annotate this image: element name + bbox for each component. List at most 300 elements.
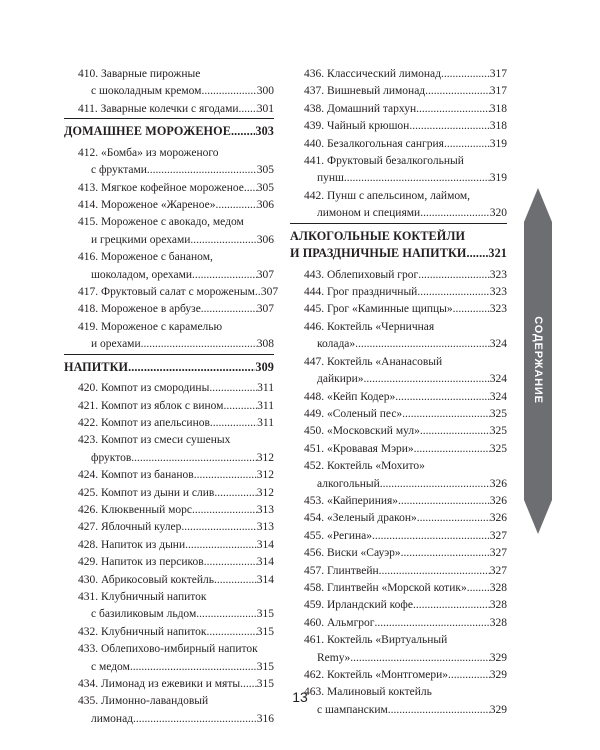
page-ref: 313 <box>256 503 274 516</box>
entry-line <box>78 606 274 623</box>
leader-dots <box>414 441 490 458</box>
entry-title: 427. Яблочный кулер <box>78 521 182 534</box>
entry-title: 431. Клубничный напиток <box>78 590 207 603</box>
toc-entry <box>290 580 507 597</box>
page-ref: 325 <box>489 442 507 455</box>
page-ref: 319 <box>489 137 507 150</box>
entry-line <box>304 389 507 406</box>
toc-entry <box>290 510 507 527</box>
page-ref: 324 <box>489 338 507 351</box>
entry-line <box>78 380 274 397</box>
entry-line <box>304 667 507 684</box>
leader-dots <box>413 597 490 614</box>
entry-title: 411. Заварные колечки с ягодами <box>78 102 239 115</box>
heading-line <box>64 123 274 141</box>
entry-title: 420. Компот из смородины <box>78 382 210 395</box>
entry-line <box>304 597 507 614</box>
leader-dots <box>418 267 490 284</box>
page-ref: 309 <box>255 359 274 374</box>
page-ref: 317 <box>489 68 507 80</box>
page-ref: 301 <box>256 102 274 115</box>
page-ref: 314 <box>256 538 274 551</box>
page-ref: 311 <box>257 399 274 412</box>
entry-line <box>78 624 274 641</box>
page-ref: 323 <box>489 286 507 299</box>
page-ref: 312 <box>256 469 274 482</box>
toc-entry <box>64 519 274 536</box>
entry-line <box>78 589 274 606</box>
entry-line <box>304 545 507 562</box>
leader-dots <box>380 476 490 493</box>
entry-line <box>304 650 507 667</box>
page-ref: 326 <box>489 494 507 507</box>
entry-line <box>78 485 274 502</box>
toc-section-heading <box>64 359 274 377</box>
leader-dots <box>192 267 257 284</box>
entry-line <box>78 197 274 214</box>
toc-entry <box>64 398 274 415</box>
entry-title: 434. Лимонад из ежевики и мяты <box>78 678 241 690</box>
leader-dots <box>364 371 490 388</box>
page-ref: 325 <box>489 425 507 438</box>
entry-title: с шампанским <box>317 703 388 716</box>
page-ref: 308 <box>256 338 274 351</box>
toc-entry <box>64 624 274 641</box>
page-ref: 307 <box>256 303 274 316</box>
section-rule <box>64 118 274 119</box>
entry-title: 457. Глинтвейн <box>304 564 379 577</box>
toc-entry <box>64 380 274 397</box>
heading-text: АЛКОГОЛЬНЫЕ КОКТЕЙЛИ <box>290 228 466 243</box>
section-rule <box>64 354 274 355</box>
page-ref: 326 <box>489 477 507 490</box>
leader-dots <box>239 101 257 118</box>
leader-dots <box>355 336 490 353</box>
toc-entry <box>64 432 274 467</box>
leader-dots <box>210 415 257 432</box>
entry-title: 442. Пунш с апельсином, лаймом, <box>304 189 471 202</box>
entry-line <box>304 118 507 135</box>
entry-title: 426. Клюквенный морс <box>78 503 193 516</box>
page-ref: 321 <box>488 246 507 261</box>
entry-title: 452. Коктейль «Мохито» <box>304 460 425 473</box>
toc-left-column <box>64 66 279 728</box>
page-ref: 328 <box>489 581 507 594</box>
entry-title: с шоколадным кремом <box>91 85 202 98</box>
leader-dots <box>185 537 257 554</box>
leader-dots <box>141 336 257 353</box>
entry-line <box>304 354 507 371</box>
heading-text: ДОМАШНЕЕ МОРОЖЕНОЕ <box>64 124 231 139</box>
entry-title: 415. Мороженое с авокадо, медом <box>78 216 244 229</box>
entry-title: 436. Классический лимонад <box>304 68 441 80</box>
leader-dots <box>453 301 490 318</box>
entry-title: 437. Вишневый лимонад <box>304 85 426 98</box>
entry-title: 439. Чайный крюшон <box>304 120 410 133</box>
toc-entry <box>64 415 274 432</box>
toc-entry <box>64 101 274 118</box>
entry-title: с базиликовым льдом <box>91 608 197 621</box>
toc-entry <box>290 83 507 100</box>
leader-dots <box>395 389 490 406</box>
toc-entry <box>290 354 507 389</box>
toc-entry <box>64 537 274 554</box>
entry-line <box>304 476 507 493</box>
leader-dots <box>130 659 257 676</box>
entry-title: 440. Безалкогольная сангрия <box>304 137 444 150</box>
entry-title: шоколадом, орехами <box>91 268 193 281</box>
entry-title: 435. Лимонно-лавандовый <box>78 695 209 708</box>
heading-line <box>64 359 274 377</box>
toc-entry <box>64 214 274 249</box>
toc-entry <box>290 389 507 406</box>
entry-line <box>304 301 507 318</box>
entry-title: 422. Компот из апельсинов <box>78 416 210 429</box>
entry-title: 451. «Кровавая Мэри» <box>304 442 414 455</box>
leader-dots <box>190 232 256 249</box>
page-ref: 328 <box>489 616 507 629</box>
page-ref: 318 <box>489 102 507 115</box>
entry-line <box>78 267 274 284</box>
toc-entry <box>64 554 274 571</box>
entry-line <box>304 632 507 649</box>
entry-line <box>304 493 507 510</box>
entry-line <box>304 205 507 222</box>
toc-entry <box>290 319 507 354</box>
leader-dots <box>128 359 255 377</box>
entry-line <box>304 371 507 388</box>
toc-entry <box>64 485 274 502</box>
entry-title: 421. Компот из яблок с вином <box>78 399 224 412</box>
page-ref: 324 <box>489 373 507 386</box>
page-ref: 329 <box>489 651 507 664</box>
toc-entry <box>290 563 507 580</box>
entry-title: 461. Коктейль «Виртуальный <box>304 634 448 647</box>
page-ref: 305 <box>256 181 274 194</box>
toc-section-heading <box>64 123 274 141</box>
entry-line <box>78 711 274 728</box>
toc-entry <box>64 284 279 301</box>
page-ref: 314 <box>256 573 274 586</box>
toc-entry <box>290 423 507 440</box>
entry-line <box>78 641 274 658</box>
entry-line <box>78 450 274 467</box>
entry-line <box>304 336 507 353</box>
toc-entry <box>64 301 274 318</box>
entry-title: и орехами <box>91 338 141 351</box>
leader-dots <box>204 554 257 571</box>
entry-line <box>304 528 507 545</box>
entry-title: 454. «Зеленый дракон» <box>304 512 417 525</box>
page-ref: 300 <box>256 85 274 98</box>
entry-title: фруктов <box>91 451 132 464</box>
page-ref: 327 <box>489 547 507 560</box>
toc-entry <box>290 153 507 188</box>
toc-entry <box>64 641 274 676</box>
toc-entry <box>290 528 507 545</box>
leader-dots <box>194 467 257 484</box>
entry-title: дайкири» <box>317 373 364 386</box>
toc-entry <box>290 493 507 510</box>
entry-line <box>78 284 279 301</box>
entry-line <box>304 423 507 440</box>
entry-line <box>78 554 274 571</box>
page-ref: 327 <box>489 564 507 577</box>
toc-entry <box>290 406 507 423</box>
entry-title: 459. Ирландский кофе <box>304 599 413 612</box>
toc-entry <box>64 249 274 284</box>
leader-dots <box>444 136 490 153</box>
entry-title: 413. Мягкое кофейное мороженое <box>78 181 244 194</box>
entry-title: 429. Напиток из персиков <box>78 556 204 569</box>
entry-title: 458. Глинтвейн «Морской котик» <box>304 581 467 594</box>
heading-text: НАПИТКИ <box>64 359 129 374</box>
leader-dots <box>467 580 490 597</box>
leader-dots <box>133 711 257 728</box>
entry-line <box>304 615 507 632</box>
page-ref: 312 <box>256 451 274 464</box>
entry-line <box>78 162 274 179</box>
contents-side-tab-label: СОДЕРЖАНИЕ <box>532 316 544 404</box>
entry-title: 424. Компот из бананов <box>78 469 194 482</box>
toc-entry <box>64 467 274 484</box>
entry-title: 446. Коктейль «Черничная <box>304 320 435 333</box>
entry-line <box>78 336 274 353</box>
page-ref: 316 <box>256 712 274 725</box>
entry-title: 449. «Соленый пес» <box>304 407 403 420</box>
page-ref: 307 <box>260 285 279 298</box>
leader-dots <box>379 563 490 580</box>
entry-title: лимоном и специями <box>317 207 421 220</box>
page-ref: 306 <box>256 233 274 246</box>
entry-line <box>78 537 274 554</box>
entry-title: 445. Грог «Каминные щипцы» <box>304 303 453 316</box>
leader-dots <box>207 624 257 641</box>
toc-entry <box>290 545 507 562</box>
leader-dots <box>209 380 257 397</box>
heading-line <box>290 228 507 246</box>
page-ref: 311 <box>257 416 274 429</box>
entry-title: 462. Коктейль «Монтгомери» <box>304 669 449 681</box>
entry-title: 418. Мороженое в арбузе <box>78 303 201 316</box>
toc-entry <box>290 66 507 83</box>
entry-title: 430. Абрикосовый коктейль <box>78 573 215 586</box>
page-ref: 305 <box>256 164 274 177</box>
page-ref: 311 <box>257 382 274 395</box>
entry-line <box>78 319 274 336</box>
leader-dots <box>350 650 490 667</box>
entry-title: 450. «Московский мул» <box>304 425 420 438</box>
leader-dots <box>402 406 490 423</box>
entry-title: лимонад <box>91 712 134 725</box>
leader-dots <box>215 197 256 214</box>
entry-line <box>78 101 274 118</box>
page-ref: 318 <box>489 120 507 133</box>
page-ref: 323 <box>489 268 507 281</box>
entry-title: алкогольный <box>317 477 380 490</box>
page-ref: 314 <box>256 556 274 569</box>
entry-title: 463. Малиновый коктейль <box>304 686 432 699</box>
leader-dots <box>201 83 256 100</box>
toc-entry <box>64 572 274 589</box>
entry-title: Remy» <box>317 651 351 664</box>
entry-title: с медом <box>91 660 130 673</box>
leader-dots <box>214 572 257 589</box>
entry-line <box>304 319 507 336</box>
entry-line <box>78 432 274 449</box>
leader-dots <box>420 205 490 222</box>
leader-dots <box>223 398 257 415</box>
heading-text: И ПРАЗДНИЧНЫЕ НАПИТКИ <box>290 246 467 261</box>
entry-line <box>304 66 507 83</box>
entry-title: пунш <box>317 172 344 185</box>
toc-entry <box>290 667 507 684</box>
entry-title: и грецкими орехами <box>91 233 191 246</box>
page-ref: 315 <box>256 678 274 690</box>
toc-section-heading <box>290 228 507 263</box>
page-ref: 323 <box>489 303 507 316</box>
entry-line <box>304 188 507 205</box>
page-ref: 317 <box>489 85 507 98</box>
entry-title: 447. Коктейль «Ананасовый <box>304 355 443 368</box>
leader-dots <box>401 545 490 562</box>
entry-line <box>304 136 507 153</box>
page-ref: 329 <box>489 703 507 716</box>
toc-entry <box>290 188 507 223</box>
entry-line <box>304 406 507 423</box>
toc-entry <box>64 502 274 519</box>
toc-entry <box>290 597 507 614</box>
heading-line <box>290 245 507 263</box>
entry-line <box>304 267 507 284</box>
entry-title: 441. Фруктовый безалкогольный <box>304 155 464 168</box>
leader-dots <box>231 123 255 141</box>
entry-line <box>78 83 274 100</box>
entry-title: 432. Клубничный напиток <box>78 625 207 638</box>
leader-dots <box>416 101 490 118</box>
page-ref: 315 <box>256 608 274 621</box>
leader-dots <box>201 301 257 318</box>
page-ref: 315 <box>256 660 274 673</box>
entry-line <box>304 510 507 527</box>
entry-line <box>78 249 274 266</box>
entry-line <box>78 214 274 231</box>
section-rule <box>290 223 507 224</box>
page-ref: 312 <box>256 486 274 499</box>
page-ref: 326 <box>489 512 507 525</box>
toc-entry <box>290 284 507 301</box>
leader-dots <box>131 450 256 467</box>
leader-dots <box>409 118 489 135</box>
page-ref: 307 <box>256 268 274 281</box>
toc-entry <box>64 197 274 214</box>
entry-title: 414. Мороженое «Жареное» <box>78 198 216 211</box>
leader-dots <box>417 510 490 527</box>
entry-line <box>304 170 507 187</box>
entry-line <box>78 145 274 162</box>
page-ref: 327 <box>489 529 507 542</box>
toc-right-column <box>290 66 507 719</box>
entry-title: 456. Виски «Сауэр» <box>304 547 401 560</box>
toc-entry <box>64 589 274 624</box>
page-ref: 306 <box>256 198 274 211</box>
entry-line <box>78 659 274 676</box>
entry-title: 460. Альмгрог <box>304 616 375 629</box>
entry-line <box>78 398 274 415</box>
leader-dots <box>466 245 488 263</box>
entry-line <box>78 502 274 519</box>
entry-title: 455. «Регина» <box>304 529 372 542</box>
leader-dots <box>181 519 256 536</box>
leader-dots <box>372 528 490 545</box>
page-ref: 325 <box>489 407 507 420</box>
entry-line <box>304 580 507 597</box>
entry-line <box>304 441 507 458</box>
page-ref: 319 <box>489 172 507 185</box>
entry-line <box>304 563 507 580</box>
entry-line <box>78 467 274 484</box>
entry-title: с фруктами <box>91 164 147 177</box>
entry-line <box>78 232 274 249</box>
leader-dots <box>425 83 490 100</box>
page-ref: 320 <box>489 207 507 220</box>
entry-line <box>78 519 274 536</box>
entry-title: колада» <box>317 338 356 351</box>
leader-dots <box>420 423 490 440</box>
entry-line <box>304 458 507 475</box>
leader-dots <box>147 162 257 179</box>
entry-title: 448. «Кейп Кодер» <box>304 390 396 403</box>
entry-title: 443. Облепиховый грог <box>304 268 419 281</box>
leader-dots <box>417 284 489 301</box>
toc-entry <box>290 301 507 318</box>
entry-title: 417. Фруктовый салат с мороженым <box>78 285 255 298</box>
leader-dots <box>344 170 490 187</box>
page-ref: 329 <box>489 669 507 681</box>
leader-dots <box>448 667 490 684</box>
toc-entry <box>64 145 274 180</box>
entry-line <box>78 180 274 197</box>
entry-line <box>78 301 274 318</box>
leader-dots <box>196 606 257 623</box>
toc-entry <box>290 118 507 135</box>
leader-dots <box>214 485 256 502</box>
page-number: 13 <box>292 689 308 705</box>
entry-title: 433. Облепихово-имбирный напиток <box>78 643 258 656</box>
entry-title: 438. Домашний тархун <box>304 102 417 115</box>
leader-dots <box>441 66 490 83</box>
toc-entry <box>290 267 507 284</box>
leader-dots <box>375 615 490 632</box>
page-ref: 328 <box>489 599 507 612</box>
leader-dots <box>398 493 490 510</box>
toc-entry <box>64 180 274 197</box>
page-ref: 303 <box>255 124 274 139</box>
entry-title: 425. Компот из дыни и слив <box>78 486 215 499</box>
toc-entry <box>64 319 274 354</box>
entry-line <box>78 415 274 432</box>
toc-entry <box>290 136 507 153</box>
leader-dots <box>244 180 257 197</box>
toc-entry <box>290 458 507 493</box>
entry-title: 416. Мороженое с бананом, <box>78 251 213 264</box>
entry-title: 423. Компот из смеси сушеных <box>78 434 231 447</box>
page-ref: 324 <box>489 390 507 403</box>
entry-title: 428. Напиток из дыни <box>78 538 186 551</box>
entry-title: 444. Грог праздничный <box>304 286 418 299</box>
entry-line <box>304 101 507 118</box>
entry-title: 419. Мороженое с карамелью <box>78 320 223 333</box>
